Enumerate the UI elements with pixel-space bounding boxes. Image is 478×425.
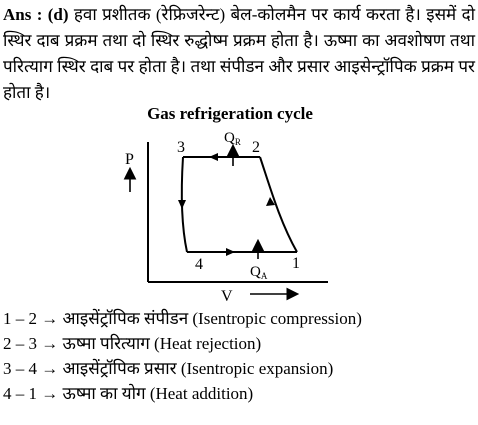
point-label-2: 2 [252,139,260,156]
arrow-4-1 [226,248,235,256]
process-list [3,306,473,406]
point-label-4: 4 [195,256,203,273]
gas-refrigeration-diagram [100,104,390,304]
process-item-4-1: 4 – 1 → ऊष्मा का योग (Heat addition) [3,384,254,403]
process-item-3-4: 3 – 4 → आइसेंट्रॉपिक प्रसार (Isentropic expansion) [3,359,334,378]
process-1-2-curve [260,157,297,252]
heat-rejected-label: $Q_R$ [224,130,241,147]
answer-option: (d) [47,5,69,24]
point-label-3: 3 [177,139,185,156]
answer-text: हवा प्रशीतक (रेफ्रिजरेन्ट) बेल-कोलमैन पर कार्य करता है। इसमें दो स्थिर दाब प्रक्रम तथा दो स्थिर रुद्धोष्म प्रक्रम होता है। ऊष्मा का अवशोषण तथा परित्याग स्थिर दाब पर होता है। तथा संपीडन और प्रसार आइसेन्ट्रॉपिक प्रक्रम पर होता है। [3,5,476,102]
answer-paragraph [3,2,475,106]
arrow-2-3 [209,153,218,161]
x-axis-label: V [221,288,233,304]
answer-prefix: Ans : [3,5,43,24]
arrow-3-4 [178,200,186,209]
y-axis-label: P [125,151,134,168]
diagram-title: Gas refrigeration cycle [147,104,313,123]
diagram-svg [100,104,390,304]
process-item-1-2: 1 – 2 → आइसेंट्रॉपिक संपीडन (Isentropic compression) [3,309,362,328]
point-label-1: 1 [292,255,300,272]
heat-added-label: $Q_A$ [250,264,268,281]
process-item-2-3: 2 – 3 → ऊष्मा परित्याग (Heat rejection) [3,334,262,353]
